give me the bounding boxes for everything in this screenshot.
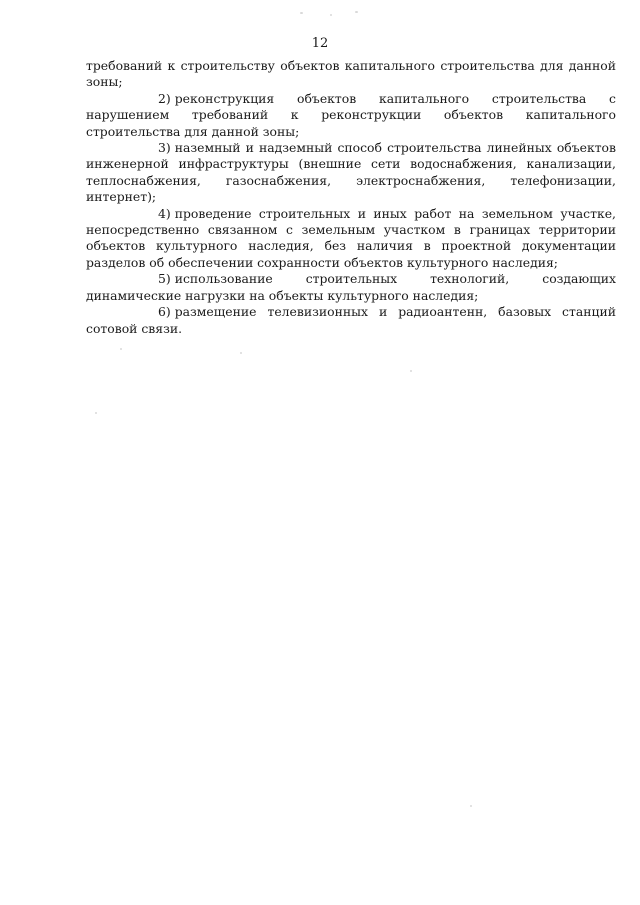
list-item-number: 3) xyxy=(158,140,171,156)
list-item-number: 2) xyxy=(158,90,171,106)
list-item-3 xyxy=(86,140,616,206)
list-item-5 xyxy=(86,271,616,304)
scan-speck xyxy=(330,14,332,16)
scan-speck xyxy=(410,370,412,372)
list-item-text: размещение телевизионных и радиоантенн, базовых станций сотовой связи. xyxy=(86,304,616,336)
scan-speck xyxy=(240,352,242,354)
list-item-text: реконструкция объектов капитального строительства с нарушением требований к реконструкции объектов капитального строительства для данной зоны; xyxy=(86,90,616,139)
list-item-number: 5) xyxy=(158,271,171,287)
scan-speck xyxy=(355,11,358,13)
list-item-number: 4) xyxy=(158,205,171,221)
list-item-2 xyxy=(86,91,616,140)
scan-speck xyxy=(95,412,97,414)
document-body xyxy=(86,58,616,337)
list-item-text: проведение строительных и иных работ на земельном участке, непосредственно связанном с земельным участком в границах территории объектов культурного наследия, без наличия в проектной документации разделов об обеспечении сохранности объектов культурного наследия; xyxy=(86,205,616,270)
page-number: 12 xyxy=(311,36,329,51)
list-item-6 xyxy=(86,304,616,337)
scan-speck xyxy=(470,805,472,807)
list-item-text: использование строительных технологий, создающих динамические нагрузки на объекты культурного наследия; xyxy=(86,271,616,303)
scan-speck xyxy=(300,12,303,14)
list-item-4 xyxy=(86,206,616,272)
list-item-text: наземный и надземный способ строительства линейных объектов инженерной инфраструктуры (внешние сети водоснабжения, канализации, теплоснабжения, газоснабжения, электроснабжения, телефонизации, интернет); xyxy=(86,140,616,205)
continuation-paragraph: требований к строительству объектов капитального строительства для данной зоны; xyxy=(86,58,616,90)
scan-speck xyxy=(120,348,122,350)
list-item-number: 6) xyxy=(158,304,171,320)
